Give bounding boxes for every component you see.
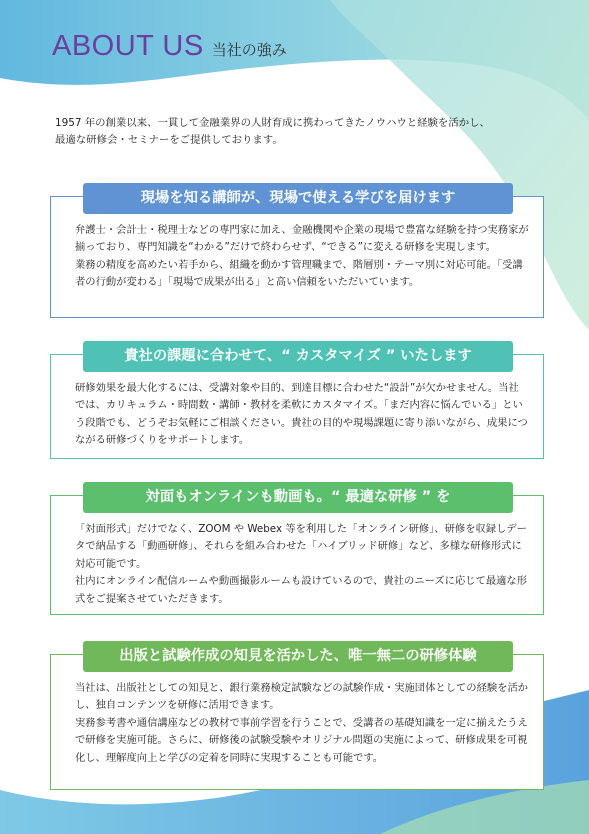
section-card-customize bbox=[50, 348, 544, 459]
section-card-formats bbox=[50, 489, 544, 615]
section-card-instructors bbox=[50, 190, 544, 318]
section-title: 対面もオンラインも動画も。“ 最適な研修 ” を bbox=[83, 482, 513, 513]
intro-line: 最適な研修会・セミナーをご提供しております。 bbox=[55, 134, 283, 146]
section-paragraph: 「対面形式」だけでなく、ZOOM や Webex 等を利用した「オンライン研修」、研修を収録しデータで納品する「動画研修」、それらを組み合わせた「ハイブリッド研修」など、多様な研修形式に対応可能です。 bbox=[75, 523, 527, 570]
section-paragraph: 研修効果を最大化するには、受講対象や目的、到達目標に合わせた“設計”が欠かせません。当社では、カリキュラム・時間数・講師・教材を柔軟にカスタマイズ。「まだ内容に悩んでいる」という段階でも、どうぞお気軽にご相談ください。貴社の目的や現場課題に寄り添いながら、成果につながる研修づくりをサポートします。 bbox=[75, 382, 528, 447]
intro-line: 1957 年の創業以来、一貫して金融業界の人財育成に携わってきたノウハウと経験を活かし、 bbox=[55, 117, 490, 129]
section-title: 貴社の課題に合わせて、“ カスタマイズ ” いたします bbox=[83, 341, 513, 372]
section-paragraph: 社内にオンライン配信ルームや動画撮影ルームも設けているので、貴社のニーズに応じて最適な形式をご提案させていただきます。 bbox=[75, 575, 528, 605]
section-title: 現場を知る講師が、現場で使える学びを届けます bbox=[83, 183, 513, 214]
section-paragraph: 業務の精度を高めたい若手から、組織を動かす管理職まで、階層別・テーマ別に対応可能。「受講者の行動が変わる」「現場で成果が出る」と高い信頼をいただいています。 bbox=[75, 258, 523, 289]
section-body bbox=[75, 222, 529, 292]
section-body bbox=[75, 521, 529, 608]
intro-text bbox=[55, 115, 545, 149]
section-title: 出版と試験作成の知見を活かした、唯一無二の研修体験 bbox=[83, 641, 513, 672]
section-paragraph: 弁護士・会計士・税理士などの専門家に加え、金融機関や企業の現場で豊富な経験を持つ実務家が揃っており、専門知識を“わかる”だけで終わらせず、“できる”に変える研修を実現します。 bbox=[75, 224, 529, 254]
section-paragraph: 当社は、出版社としての知見と、銀行業務検定試験などの試験作成・実施団体としての経験を活かし、独自コンテンツを研修に活用できます。 bbox=[75, 682, 529, 712]
page-heading bbox=[52, 30, 287, 63]
page-subtitle: 当社の強み bbox=[211, 41, 287, 59]
section-paragraph: 実務参考書や通信講座などの教材で事前学習を行うことで、受講者の基礎知識を一定に揃えたうえで研修を実施可能。さらに、研修後の試験受験やオリジナル問題の実施によって、研修成果を可視化し、理解度向上と学びの定着を同時に実現することも可能です。 bbox=[75, 716, 528, 764]
section-body bbox=[75, 680, 529, 767]
section-card-publishing bbox=[50, 648, 544, 790]
section-body bbox=[75, 380, 529, 450]
page-title: ABOUT US bbox=[52, 30, 204, 62]
